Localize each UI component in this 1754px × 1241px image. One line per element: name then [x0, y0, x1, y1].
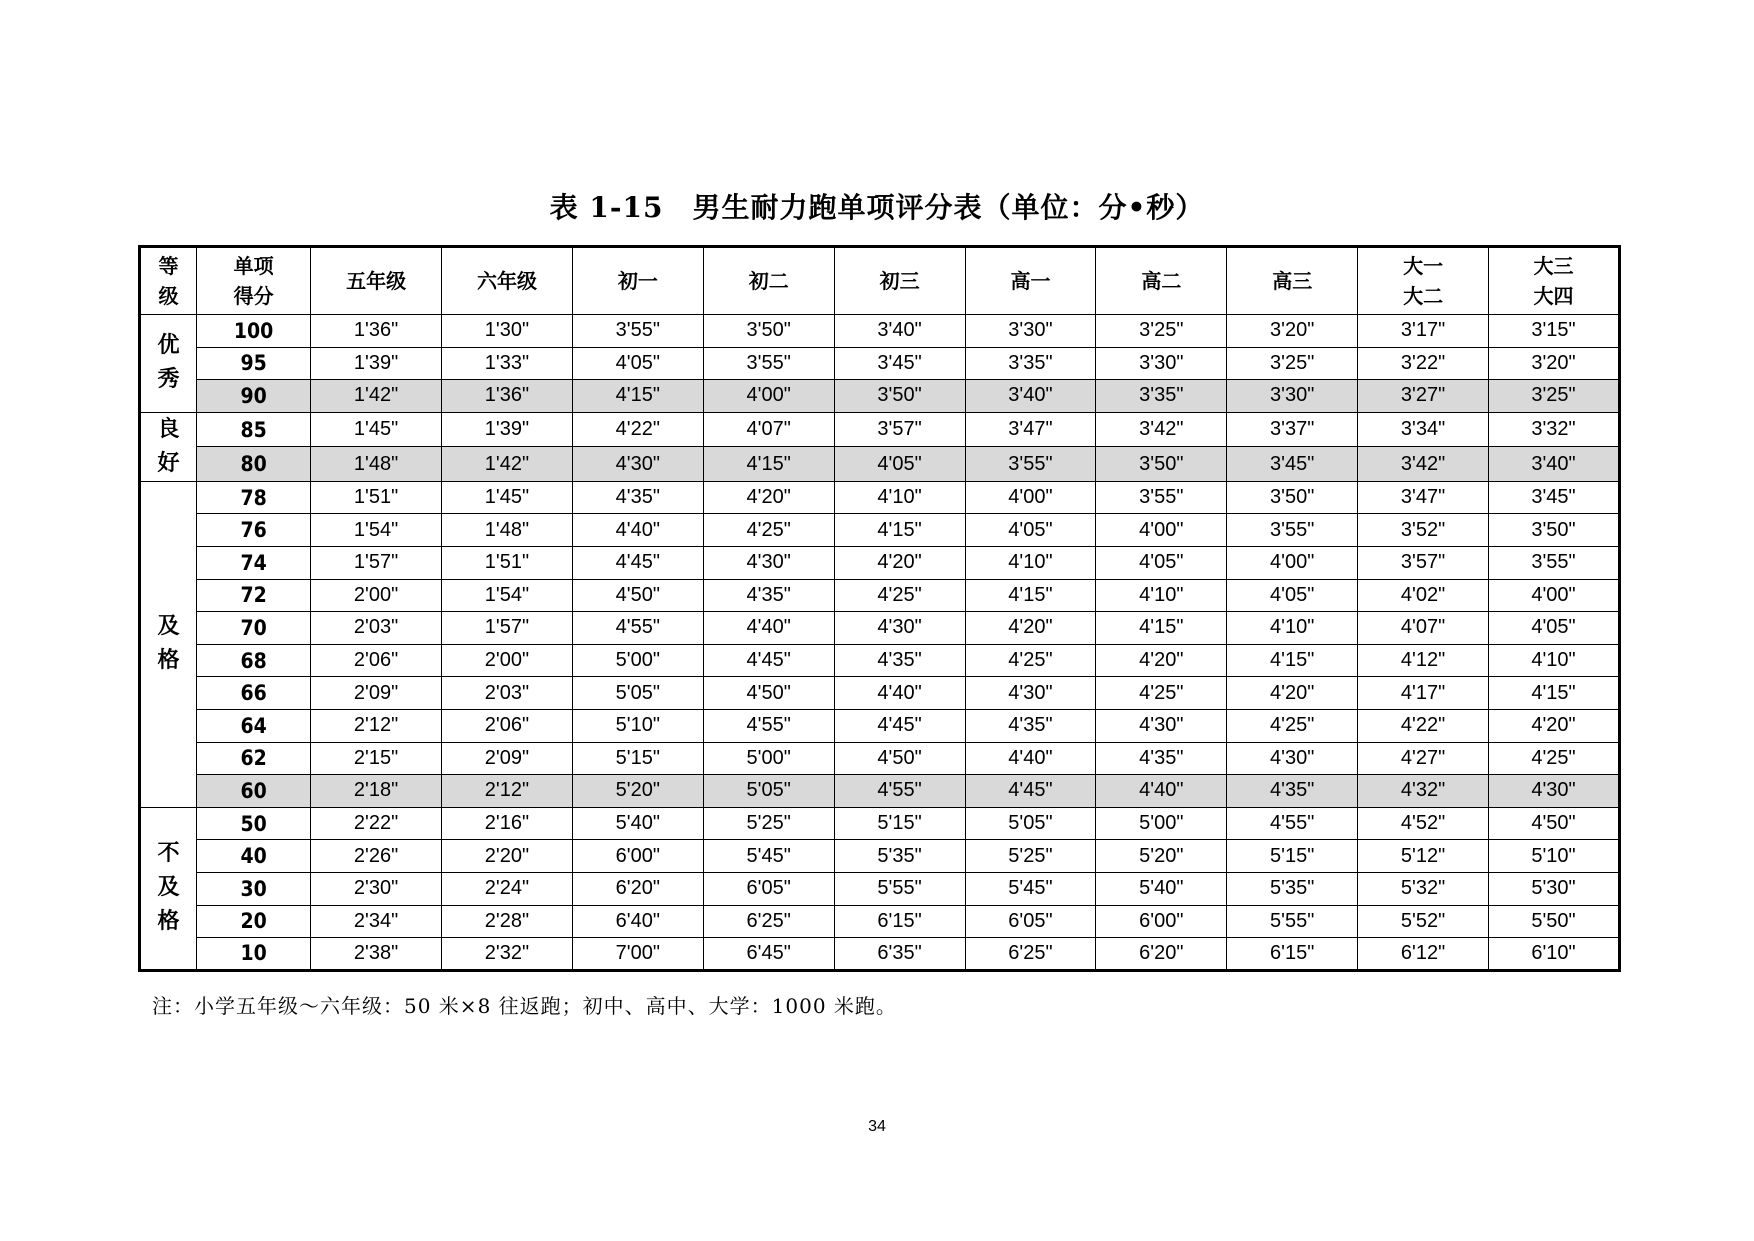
time-cell: 4'00": [1227, 546, 1358, 579]
table-note: 注：小学五年级～六年级：50 米×8 往返跑；初中、高中、大学：1000 米跑。: [152, 994, 897, 1018]
time-cell: 4'15": [1227, 644, 1358, 677]
time-cell: 4'50": [572, 579, 703, 612]
time-cell: 1'45": [311, 412, 442, 447]
table-row: [140, 612, 1620, 645]
table-row: [140, 775, 1620, 808]
time-cell: 2'28": [442, 905, 573, 938]
score-cell: 100: [197, 315, 311, 348]
time-cell: 4'35": [703, 579, 834, 612]
grade-char: 及: [157, 614, 180, 640]
time-cell: 4'55": [1227, 807, 1358, 840]
time-cell: 1'51": [311, 481, 442, 514]
time-cell: 2'00": [442, 644, 573, 677]
time-cell: 5'40": [1096, 872, 1227, 905]
column-header: [1358, 247, 1489, 315]
time-cell: 5'05": [703, 775, 834, 808]
time-cell: 4'00": [1489, 579, 1620, 612]
time-cell: 6'20": [1096, 938, 1227, 971]
table-row: [140, 315, 1620, 348]
time-cell: 3'50": [834, 380, 965, 413]
time-cell: 4'20": [1096, 644, 1227, 677]
table-row: [140, 709, 1620, 742]
time-cell: 4'20": [965, 612, 1096, 645]
grade-char: 格: [157, 648, 180, 674]
time-cell: 4'30": [1096, 709, 1227, 742]
time-cell: 4'10": [1096, 579, 1227, 612]
time-cell: 4'05": [1227, 579, 1358, 612]
time-cell: 6'05": [703, 872, 834, 905]
time-cell: 4'15": [703, 447, 834, 482]
time-cell: 4'10": [1227, 612, 1358, 645]
time-cell: 3'37": [1227, 412, 1358, 447]
time-cell: 3'22": [1358, 347, 1489, 380]
time-cell: 3'47": [965, 412, 1096, 447]
time-cell: 4'30": [965, 677, 1096, 710]
time-cell: 4'25": [965, 644, 1096, 677]
time-cell: 3'20": [1489, 347, 1620, 380]
column-header-line: 大一: [1403, 254, 1444, 278]
column-header: [442, 247, 573, 315]
time-cell: 2'30": [311, 872, 442, 905]
time-cell: 4'35": [572, 481, 703, 514]
time-cell: 1'36": [442, 380, 573, 413]
time-cell: 4'20": [703, 481, 834, 514]
score-cell: 80: [197, 447, 311, 482]
time-cell: 4'15": [965, 579, 1096, 612]
page-number: 34: [868, 1118, 886, 1135]
time-cell: 1'45": [442, 481, 573, 514]
time-cell: 5'35": [1227, 872, 1358, 905]
time-cell: 5'10": [572, 709, 703, 742]
score-cell: 95: [197, 347, 311, 380]
time-cell: 3'57": [834, 412, 965, 447]
time-cell: 3'40": [834, 315, 965, 348]
table-row: [140, 677, 1620, 710]
time-cell: 3'50": [703, 315, 834, 348]
time-cell: 4'15": [572, 380, 703, 413]
score-cell: 90: [197, 380, 311, 413]
time-cell: 5'00": [572, 644, 703, 677]
table-row: [140, 872, 1620, 905]
time-cell: 4'15": [1489, 677, 1620, 710]
column-header: [1096, 247, 1227, 315]
time-cell: 4'35": [1227, 775, 1358, 808]
grade-char: 好: [157, 450, 180, 476]
score-cell: 78: [197, 481, 311, 514]
time-cell: 4'07": [1358, 612, 1489, 645]
grade-char: 及: [157, 875, 180, 901]
time-cell: 3'40": [1489, 447, 1620, 482]
score-cell: 72: [197, 579, 311, 612]
time-cell: 1'48": [311, 447, 442, 482]
time-cell: 4'17": [1358, 677, 1489, 710]
time-cell: 4'00": [703, 380, 834, 413]
time-cell: 3'55": [1489, 546, 1620, 579]
time-cell: 4'50": [703, 677, 834, 710]
time-cell: 4'12": [1358, 644, 1489, 677]
column-header-line: 初三: [879, 269, 920, 293]
time-cell: 1'54": [311, 514, 442, 547]
time-cell: 3'55": [1096, 481, 1227, 514]
time-cell: 4'45": [834, 709, 965, 742]
time-cell: 3'30": [965, 315, 1096, 348]
time-cell: 4'40": [834, 677, 965, 710]
time-cell: 6'10": [1489, 938, 1620, 971]
time-cell: 4'25": [1489, 742, 1620, 775]
column-header-line: 高三: [1272, 269, 1313, 293]
time-cell: 3'30": [1227, 380, 1358, 413]
column-header-line: 大三: [1533, 254, 1574, 278]
grade-cell: [140, 412, 197, 481]
time-cell: 5'40": [572, 807, 703, 840]
column-header-line: 高一: [1010, 269, 1051, 293]
time-cell: 4'22": [1358, 709, 1489, 742]
time-cell: 3'55": [965, 447, 1096, 482]
time-cell: 4'40": [965, 742, 1096, 775]
time-cell: 3'25": [1096, 315, 1227, 348]
time-cell: 3'20": [1227, 315, 1358, 348]
time-cell: 5'00": [1096, 807, 1227, 840]
time-cell: 6'15": [834, 905, 965, 938]
table-row: [140, 347, 1620, 380]
time-cell: 4'02": [1358, 579, 1489, 612]
column-header-line: 得分: [233, 284, 274, 308]
time-cell: 4'45": [572, 546, 703, 579]
time-cell: 1'51": [442, 546, 573, 579]
column-header: [140, 247, 197, 315]
column-header-line: 五年级: [346, 269, 407, 293]
time-cell: 1'48": [442, 514, 573, 547]
table-row: [140, 938, 1620, 971]
time-cell: 1'54": [442, 579, 573, 612]
column-header-line: 六年级: [476, 269, 537, 293]
table-row: [140, 644, 1620, 677]
time-cell: 2'06": [442, 709, 573, 742]
table-row: [140, 840, 1620, 873]
header-row: [140, 247, 1620, 315]
column-header-line: 单项: [233, 254, 274, 278]
time-cell: 4'30": [1227, 742, 1358, 775]
time-cell: 4'05": [965, 514, 1096, 547]
time-cell: 2'03": [442, 677, 573, 710]
score-cell: 10: [197, 938, 311, 971]
time-cell: 4'05": [834, 447, 965, 482]
time-cell: 1'30": [442, 315, 573, 348]
time-cell: 4'30": [572, 447, 703, 482]
time-cell: 4'25": [703, 514, 834, 547]
time-cell: 3'34": [1358, 412, 1489, 447]
time-cell: 4'55": [572, 612, 703, 645]
time-cell: 3'32": [1489, 412, 1620, 447]
time-cell: 1'57": [311, 546, 442, 579]
time-cell: 5'30": [1489, 872, 1620, 905]
score-cell: 76: [197, 514, 311, 547]
column-header-line: 级: [158, 284, 179, 308]
time-cell: 2'38": [311, 938, 442, 971]
score-cell: 62: [197, 742, 311, 775]
time-cell: 6'40": [572, 905, 703, 938]
column-header-line: 等: [158, 254, 179, 278]
time-cell: 5'45": [965, 872, 1096, 905]
time-cell: 4'55": [834, 775, 965, 808]
time-cell: 1'42": [311, 380, 442, 413]
time-cell: 3'42": [1096, 412, 1227, 447]
score-cell: 66: [197, 677, 311, 710]
score-cell: 64: [197, 709, 311, 742]
time-cell: 4'25": [834, 579, 965, 612]
time-cell: 4'30": [1489, 775, 1620, 808]
time-cell: 4'40": [572, 514, 703, 547]
time-cell: 4'07": [703, 412, 834, 447]
time-cell: 4'25": [1227, 709, 1358, 742]
table-row: [140, 380, 1620, 413]
time-cell: 4'45": [703, 644, 834, 677]
table-row: [140, 481, 1620, 514]
time-cell: 2'24": [442, 872, 573, 905]
time-cell: 6'15": [1227, 938, 1358, 971]
column-header: [197, 247, 311, 315]
time-cell: 2'12": [442, 775, 573, 808]
time-cell: 2'22": [311, 807, 442, 840]
time-cell: 3'42": [1358, 447, 1489, 482]
time-cell: 6'12": [1358, 938, 1489, 971]
time-cell: 2'20": [442, 840, 573, 873]
score-cell: 40: [197, 840, 311, 873]
score-cell: 50: [197, 807, 311, 840]
column-header: [1227, 247, 1358, 315]
time-cell: 4'10": [834, 481, 965, 514]
time-cell: 1'42": [442, 447, 573, 482]
time-cell: 6'20": [572, 872, 703, 905]
time-cell: 4'35": [834, 644, 965, 677]
time-cell: 6'00": [1096, 905, 1227, 938]
column-header: [703, 247, 834, 315]
grade-cell: [140, 481, 197, 807]
time-cell: 5'25": [703, 807, 834, 840]
time-cell: 4'50": [834, 742, 965, 775]
grade-cell: [140, 807, 197, 970]
time-cell: 3'50": [1096, 447, 1227, 482]
time-cell: 3'50": [1227, 481, 1358, 514]
table-row: [140, 514, 1620, 547]
time-cell: 5'20": [572, 775, 703, 808]
time-cell: 3'57": [1358, 546, 1489, 579]
time-cell: 6'25": [965, 938, 1096, 971]
table-row: [140, 807, 1620, 840]
time-cell: 4'00": [965, 481, 1096, 514]
time-cell: 1'39": [311, 347, 442, 380]
table-row: [140, 742, 1620, 775]
time-cell: 5'55": [834, 872, 965, 905]
score-cell: 70: [197, 612, 311, 645]
time-cell: 4'00": [1096, 514, 1227, 547]
time-cell: 4'30": [703, 546, 834, 579]
time-cell: 3'27": [1358, 380, 1489, 413]
time-cell: 5'45": [703, 840, 834, 873]
time-cell: 3'15": [1489, 315, 1620, 348]
score-cell: 85: [197, 412, 311, 447]
time-cell: 4'20": [1489, 709, 1620, 742]
time-cell: 5'52": [1358, 905, 1489, 938]
time-cell: 4'50": [1489, 807, 1620, 840]
time-cell: 5'05": [965, 807, 1096, 840]
time-cell: 2'18": [311, 775, 442, 808]
time-cell: 3'35": [1096, 380, 1227, 413]
time-cell: 4'20": [1227, 677, 1358, 710]
grade-char: 良: [157, 416, 180, 442]
time-cell: 3'35": [965, 347, 1096, 380]
time-cell: 5'32": [1358, 872, 1489, 905]
score-cell: 60: [197, 775, 311, 808]
time-cell: 3'47": [1358, 481, 1489, 514]
column-header-line: 大四: [1533, 284, 1574, 308]
score-cell: 74: [197, 546, 311, 579]
time-cell: 2'09": [311, 677, 442, 710]
grade-char: 不: [157, 841, 180, 867]
time-cell: 2'12": [311, 709, 442, 742]
grade-char: 格: [157, 909, 180, 935]
time-cell: 3'52": [1358, 514, 1489, 547]
column-header: [311, 247, 442, 315]
table-row: [140, 546, 1620, 579]
score-cell: 30: [197, 872, 311, 905]
time-cell: 3'55": [1227, 514, 1358, 547]
time-cell: 5'55": [1227, 905, 1358, 938]
time-cell: 4'40": [1096, 775, 1227, 808]
time-cell: 2'15": [311, 742, 442, 775]
time-cell: 4'20": [834, 546, 965, 579]
grade-cell: [140, 315, 197, 413]
score-cell: 68: [197, 644, 311, 677]
column-header: [965, 247, 1096, 315]
table-row: [140, 447, 1620, 482]
time-cell: 3'40": [965, 380, 1096, 413]
time-cell: 2'00": [311, 579, 442, 612]
time-cell: 4'30": [834, 612, 965, 645]
time-cell: 3'50": [1489, 514, 1620, 547]
time-cell: 4'55": [703, 709, 834, 742]
column-header-line: 大二: [1403, 284, 1444, 308]
time-cell: 4'25": [1096, 677, 1227, 710]
column-header-line: 高二: [1141, 269, 1182, 293]
time-cell: 4'32": [1358, 775, 1489, 808]
time-cell: 5'15": [834, 807, 965, 840]
time-cell: 4'52": [1358, 807, 1489, 840]
time-cell: 3'45": [1489, 481, 1620, 514]
time-cell: 5'35": [834, 840, 965, 873]
time-cell: 3'25": [1227, 347, 1358, 380]
time-cell: 5'00": [703, 742, 834, 775]
time-cell: 3'55": [572, 315, 703, 348]
column-header: [834, 247, 965, 315]
table-row: [140, 905, 1620, 938]
endurance-run-score-table: [138, 245, 1621, 972]
time-cell: 3'45": [1227, 447, 1358, 482]
time-cell: 2'09": [442, 742, 573, 775]
table-row: [140, 412, 1620, 447]
time-cell: 2'32": [442, 938, 573, 971]
time-cell: 1'33": [442, 347, 573, 380]
time-cell: 7'00": [572, 938, 703, 971]
time-cell: 4'05": [1489, 612, 1620, 645]
column-header-line: 初二: [748, 269, 789, 293]
time-cell: 3'17": [1358, 315, 1489, 348]
time-cell: 4'35": [965, 709, 1096, 742]
time-cell: 5'15": [572, 742, 703, 775]
time-cell: 4'05": [1096, 546, 1227, 579]
column-header-line: 初一: [617, 269, 658, 293]
time-cell: 4'22": [572, 412, 703, 447]
time-cell: 2'34": [311, 905, 442, 938]
table-title: 表 1-15 男生耐力跑单项评分表（单位：分•秒）: [549, 191, 1205, 224]
time-cell: 2'26": [311, 840, 442, 873]
time-cell: 1'36": [311, 315, 442, 348]
time-cell: 5'10": [1489, 840, 1620, 873]
time-cell: 4'40": [703, 612, 834, 645]
time-cell: 3'55": [703, 347, 834, 380]
time-cell: 6'05": [965, 905, 1096, 938]
grade-char: 秀: [157, 367, 180, 393]
time-cell: 2'16": [442, 807, 573, 840]
time-cell: 3'30": [1096, 347, 1227, 380]
time-cell: 4'15": [1096, 612, 1227, 645]
time-cell: 4'10": [965, 546, 1096, 579]
time-cell: 3'45": [834, 347, 965, 380]
time-cell: 5'15": [1227, 840, 1358, 873]
time-cell: 1'57": [442, 612, 573, 645]
time-cell: 4'15": [834, 514, 965, 547]
column-header: [572, 247, 703, 315]
time-cell: 6'25": [703, 905, 834, 938]
time-cell: 2'03": [311, 612, 442, 645]
time-cell: 4'10": [1489, 644, 1620, 677]
table-row: [140, 579, 1620, 612]
time-cell: 4'27": [1358, 742, 1489, 775]
time-cell: 5'05": [572, 677, 703, 710]
time-cell: 5'25": [965, 840, 1096, 873]
column-header: [1489, 247, 1620, 315]
time-cell: 6'45": [703, 938, 834, 971]
time-cell: 4'05": [572, 347, 703, 380]
time-cell: 2'06": [311, 644, 442, 677]
time-cell: 5'20": [1096, 840, 1227, 873]
time-cell: 4'45": [965, 775, 1096, 808]
time-cell: 6'00": [572, 840, 703, 873]
time-cell: 1'39": [442, 412, 573, 447]
score-cell: 20: [197, 905, 311, 938]
time-cell: 4'35": [1096, 742, 1227, 775]
time-cell: 5'12": [1358, 840, 1489, 873]
time-cell: 5'50": [1489, 905, 1620, 938]
grade-char: 优: [157, 333, 180, 359]
time-cell: 3'25": [1489, 380, 1620, 413]
time-cell: 6'35": [834, 938, 965, 971]
